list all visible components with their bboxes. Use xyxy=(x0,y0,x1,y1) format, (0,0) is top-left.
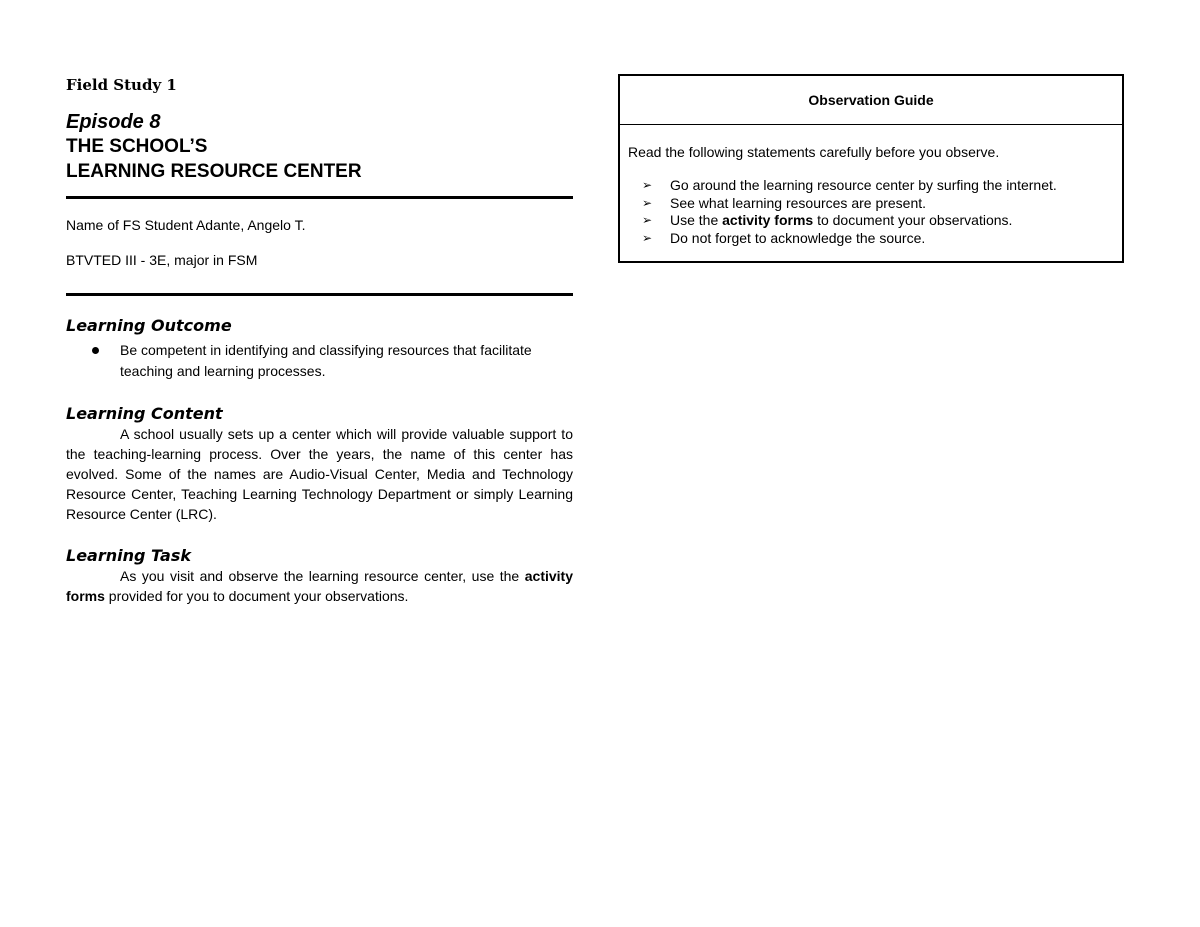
observation-guide-list xyxy=(628,177,1114,247)
learning-task-heading: Learning Task xyxy=(66,546,191,565)
student-name: Name of FS Student Adante, Angelo T. xyxy=(66,217,306,233)
bullet-icon xyxy=(92,347,99,354)
arrow-bullet-icon: ➢ xyxy=(642,230,653,245)
list-item-text: Use the xyxy=(670,212,723,228)
episode-label: Episode 8 xyxy=(66,111,161,133)
learning-task-bold: activity forms xyxy=(66,568,573,604)
learning-task-text: As you visit and observe the learning resource center, use the xyxy=(120,568,525,584)
learning-outcome-heading: Learning Outcome xyxy=(66,316,232,335)
divider xyxy=(66,196,573,199)
list-item-bold: activity forms xyxy=(722,212,814,228)
arrow-bullet-icon: ➢ xyxy=(642,178,653,192)
course-title: Field Study 1 xyxy=(66,76,177,94)
list-item-text: See what learning resources are present. xyxy=(670,194,927,211)
learning-outcome-list xyxy=(66,340,573,382)
list-item xyxy=(628,212,1114,230)
arrow-bullet-icon: ➢ xyxy=(642,195,653,210)
list-item-text-end: to document your observations. xyxy=(813,212,1013,228)
learning-task-paragraph xyxy=(66,566,573,606)
arrow-bullet-icon: ➢ xyxy=(642,213,653,227)
observation-guide-title: Observation Guide xyxy=(620,76,1122,125)
list-item xyxy=(66,340,573,382)
student-course: BTVTED III - 3E, major in FSM xyxy=(66,252,258,268)
learning-content-heading: Learning Content xyxy=(66,404,223,423)
episode-title-line-2: LEARNING RESOURCE CENTER xyxy=(66,161,362,182)
divider xyxy=(66,293,573,296)
episode-title-line-1: THE SCHOOL’S xyxy=(66,136,208,157)
observation-guide-intro: Read the following statements carefully before you observe. xyxy=(628,144,1000,160)
list-item-text: Be competent in identifying and classifying resources that facilitate teaching and learning processes. xyxy=(120,342,532,379)
list-item xyxy=(628,177,1114,195)
left-column xyxy=(66,74,573,606)
list-item-text: Do not forget to acknowledge the source. xyxy=(670,229,926,246)
learning-content-paragraph: A school usually sets up a center which will provide valuable support to the teaching-learning process. Over the years, the name of this center has evolved. Some of the names are Audio-Visual Center, Media and Technology Resource Center, Teaching Learning Technology Department or simply Learning Resource Center (LRC). xyxy=(66,426,573,522)
list-item xyxy=(628,195,1114,213)
list-item xyxy=(628,230,1114,248)
list-item-text: Go around the learning resource center by surfing the internet. xyxy=(670,177,1057,193)
observation-guide-box xyxy=(618,74,1124,263)
observation-guide-body xyxy=(620,125,1122,261)
learning-task-text-end: provided for you to document your observations. xyxy=(104,588,409,604)
